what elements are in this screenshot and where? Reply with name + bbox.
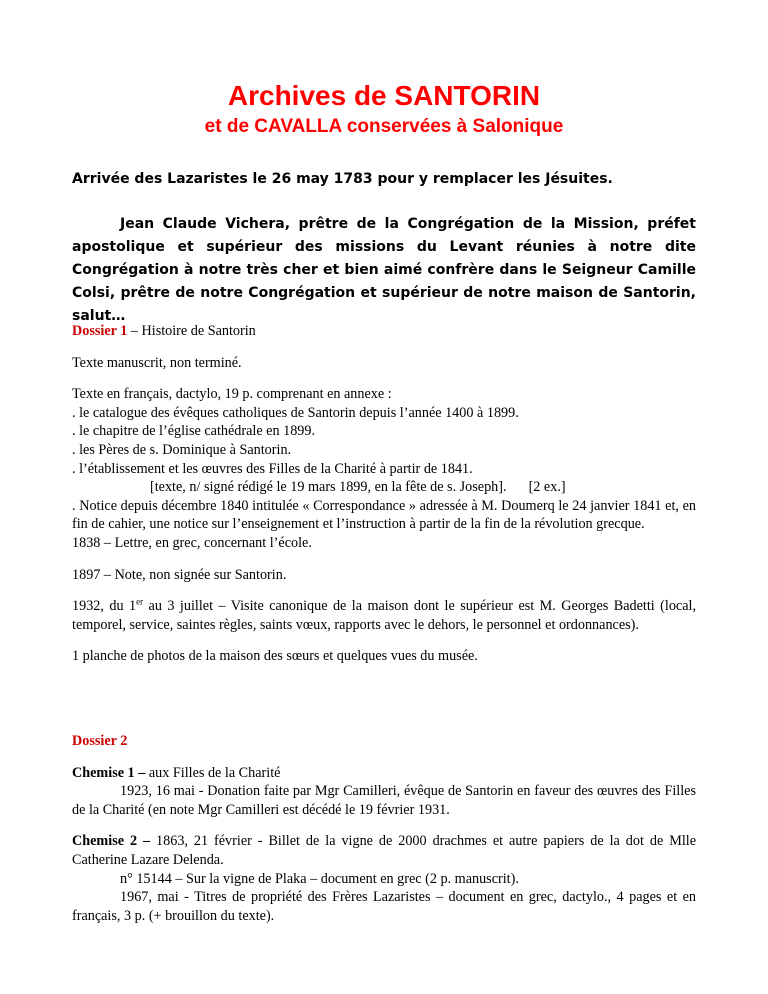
chemise-1-label: Chemise 1 – — [72, 764, 146, 781]
dossier-1-title: – Histoire de Santorin — [127, 323, 256, 339]
document-title: Archives de SANTORIN — [227, 80, 541, 111]
manuscript-note: Texte manuscrit, non terminé. — [72, 354, 242, 371]
dossier-1-heading — [72, 322, 696, 341]
chemise-2-item: 1967, mai - Titres de propriété des Frères Lazaristes – document en grec, dactylo., 4 pages et en français, 3 p. (+ brouillon du texte). — [72, 889, 696, 924]
arrival-statement: Arrivée des Lazaristes le 26 may 1783 pour y remplacer les Jésuites. — [72, 171, 613, 187]
chemise-1-text: 1923, 16 mai - Donation faite par Mgr Camilleri, évêque de Santorin en faveur des œuvres des Filles de la Charité (en note Mgr Camilleri est décédé le 19 février 1931. — [72, 783, 696, 818]
letter-excerpt: Jean Claude Vichera, prêtre de la Congrégation de la Mission, préfet apostolique et supérieur des missions du Levant réunies à notre dite Congrégation à notre très cher et bien aimé confrère dans le Seigneur Camille Colsi, prêtre de notre Congrégation et supérieur de notre maison de Santorin, salut… — [72, 216, 696, 324]
document-subtitle: et de CAVALLA conservées à Salonique — [204, 116, 564, 137]
chemise-1-heading — [72, 764, 696, 783]
chemise-2-label: Chemise 2 – — [72, 833, 151, 850]
chemise-1-title: aux Filles de la Charité — [145, 764, 281, 781]
dossier-2-label: Dossier 2 — [72, 733, 128, 749]
dossier-1-label: Dossier 1 — [72, 323, 128, 339]
chemise-2-text: 1863, 21 février - Billet de la vigne de 2000 drachmes et autre papiers de la dot de Mlle Catherine Lazare Delenda. — [72, 833, 696, 868]
letter-1838: 1838 – Lettre, en grec, concernant l’école. — [72, 534, 312, 551]
typed-text-intro: Texte en français, dactylo, 19 p. comprenant en annexe : — [72, 386, 392, 403]
chemise-2-item: n° 15144 – Sur la vigne de Plaka – document en grec (2 p. manuscrit). — [120, 870, 519, 887]
chemise-2-heading — [72, 832, 696, 869]
copies-count: [2 ex.] — [528, 479, 566, 496]
annex-item: . les Pères de s. Dominique à Santorin. — [72, 441, 292, 458]
annex-item: . l’établissement et les œuvres des Filles de la Charité à partir de 1841. — [72, 460, 473, 477]
note-1897: 1897 – Note, non signée sur Santorin. — [72, 566, 287, 583]
photos-plate: 1 planche de photos de la maison des sœurs et quelques vues du musée. — [72, 648, 478, 665]
correspondence-notice: . Notice depuis décembre 1840 intitulée « Correspondance » adressée à M. Doumerq le 24 janvier 1841 et, en fin de cahier, une notice sur l’enseignement et l’instruction à partir de la fin de la révolution grecque. — [72, 497, 696, 533]
signed-note: [texte, n/ signé rédigé le 19 mars 1899, en la fête de s. Joseph]. — [150, 479, 507, 496]
dossier-1-section — [72, 322, 696, 666]
canonical-visit: 1932, du 1er au 3 juillet – Visite canonique de la maison dont le supérieur est M. Georges Badetti (local, temporel, service, saintes règles, saints vœux, rapports avec le dehors, le personnel et ordonnances). — [72, 596, 696, 633]
dossier-2-section — [72, 732, 696, 925]
annex-item: . le catalogue des évêques catholiques de Santorin depuis l’année 1400 à 1899. — [72, 404, 519, 421]
signed-note-line — [72, 478, 696, 497]
annex-item: . le chapitre de l’église cathédrale en 1899. — [72, 423, 316, 440]
